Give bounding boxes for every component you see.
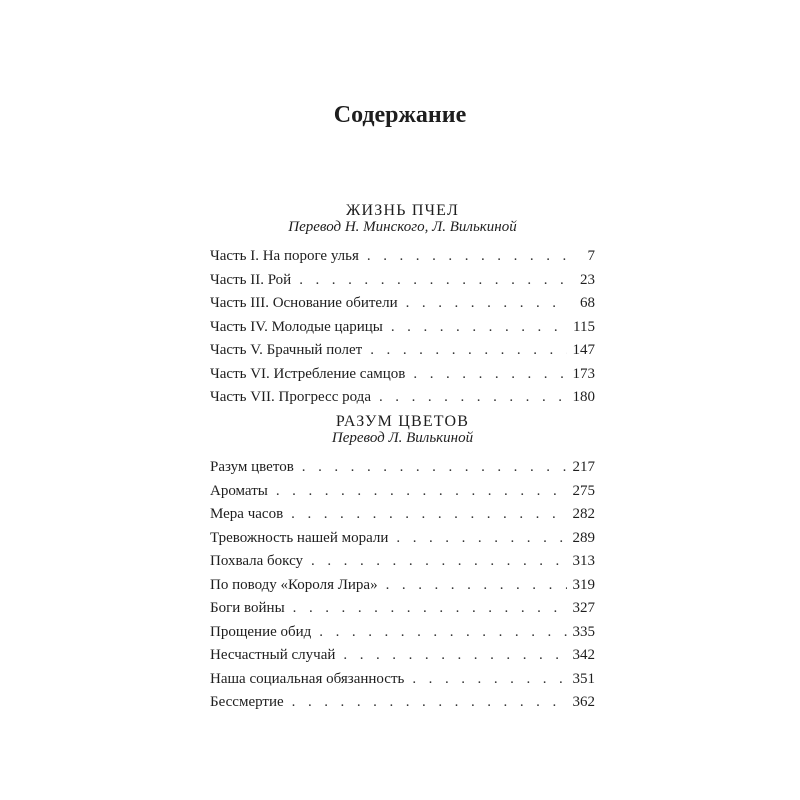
section-subtitle: Перевод Л. Вилькиной xyxy=(331,430,474,446)
entry-page-number: 342 xyxy=(572,647,595,663)
entry-page-number: 289 xyxy=(572,529,595,546)
entry-label: Часть IV. Молодые царицы xyxy=(210,318,383,335)
toc-entry[interactable] xyxy=(210,294,595,318)
entry-page-number: 335 xyxy=(572,623,595,640)
dot-leader xyxy=(292,693,567,711)
section-subtitle: Перевод Н. Минского, Л. Вилькиной xyxy=(288,219,517,235)
entry-page-number: 147 xyxy=(572,342,595,358)
entry-page-number: 351 xyxy=(572,670,595,687)
dot-leader xyxy=(299,271,567,289)
entry-page-number: 68 xyxy=(580,295,595,311)
toc-entry[interactable] xyxy=(210,599,595,623)
dot-leader xyxy=(413,365,567,383)
toc-section-bees xyxy=(210,203,595,412)
dot-leader xyxy=(386,576,567,594)
dot-leader xyxy=(319,623,567,641)
dot-leader xyxy=(302,458,567,476)
dot-leader xyxy=(370,341,567,359)
entry-page-number: 7 xyxy=(587,248,595,264)
entry-label: Боги войны xyxy=(210,600,285,616)
section-title: ЖИЗНЬ ПЧЕЛ xyxy=(345,202,459,219)
entry-label: Наша социальная обязанность xyxy=(210,670,405,687)
toc-entry[interactable] xyxy=(210,318,595,342)
entry-label: Мера часов xyxy=(210,506,284,522)
entry-page-number: 23 xyxy=(580,271,595,288)
section-title: РАЗУМ ЦВЕТОВ xyxy=(335,413,470,430)
entry-page-number: 180 xyxy=(572,389,595,405)
page-title: Содержание xyxy=(333,102,467,129)
entry-label: Часть V. Брачный полет xyxy=(210,342,363,358)
entry-label: Разум цветов xyxy=(210,459,294,475)
entry-page-number: 313 xyxy=(572,553,595,569)
dot-leader xyxy=(396,529,567,547)
entry-page-number: 327 xyxy=(572,600,595,616)
entry-page-number: 115 xyxy=(573,318,595,335)
entry-label: Ароматы xyxy=(210,482,268,499)
entry-label: Часть II. Рой xyxy=(210,271,292,288)
dot-leader xyxy=(291,505,567,523)
toc-list xyxy=(210,247,595,412)
dot-leader xyxy=(293,599,567,617)
dot-leader xyxy=(367,247,567,265)
entry-label: Похвала боксу xyxy=(210,553,304,569)
toc-entry[interactable] xyxy=(210,271,595,295)
entry-label: Несчастный случай xyxy=(210,647,336,663)
entry-label: Часть I. На пороге улья xyxy=(210,248,359,264)
entry-page-number: 275 xyxy=(572,482,595,499)
toc-entry[interactable] xyxy=(210,552,595,576)
toc-section-flowers xyxy=(210,414,595,717)
entry-page-number: 217 xyxy=(572,459,595,475)
toc-entry[interactable] xyxy=(210,482,595,506)
toc-entry[interactable] xyxy=(210,505,595,529)
toc-entry[interactable] xyxy=(210,341,595,365)
toc-entry[interactable] xyxy=(210,670,595,694)
entry-page-number: 282 xyxy=(572,506,595,522)
entry-label: Прощение обид xyxy=(210,623,312,640)
entry-label: Часть VII. Прогресс рода xyxy=(210,389,371,405)
entry-label: Бессмертие xyxy=(210,694,284,710)
dot-leader xyxy=(343,646,567,664)
entry-label: Тревожность нашей морали xyxy=(210,529,389,546)
entry-label: Часть VI. Истребление самцов xyxy=(210,365,406,382)
toc-entry[interactable] xyxy=(210,247,595,271)
entry-label: Часть III. Основание обители xyxy=(210,295,398,311)
entry-page-number: 362 xyxy=(572,694,595,710)
entry-label: По поводу «Короля Лира» xyxy=(210,576,378,593)
dot-leader xyxy=(412,670,567,688)
dot-leader xyxy=(379,388,567,406)
toc-entry[interactable] xyxy=(210,365,595,389)
toc-entry[interactable] xyxy=(210,529,595,553)
entry-page-number: 319 xyxy=(572,576,595,593)
toc-entry[interactable] xyxy=(210,576,595,600)
toc-entry[interactable] xyxy=(210,458,595,482)
toc-entry[interactable] xyxy=(210,623,595,647)
entry-page-number: 173 xyxy=(572,365,595,382)
toc-entry[interactable] xyxy=(210,693,595,717)
dot-leader xyxy=(311,552,567,570)
dot-leader xyxy=(406,294,567,312)
dot-leader xyxy=(276,482,567,500)
dot-leader xyxy=(391,318,567,336)
toc-entry[interactable] xyxy=(210,646,595,670)
toc-entry[interactable] xyxy=(210,388,595,412)
toc-list xyxy=(210,458,595,717)
